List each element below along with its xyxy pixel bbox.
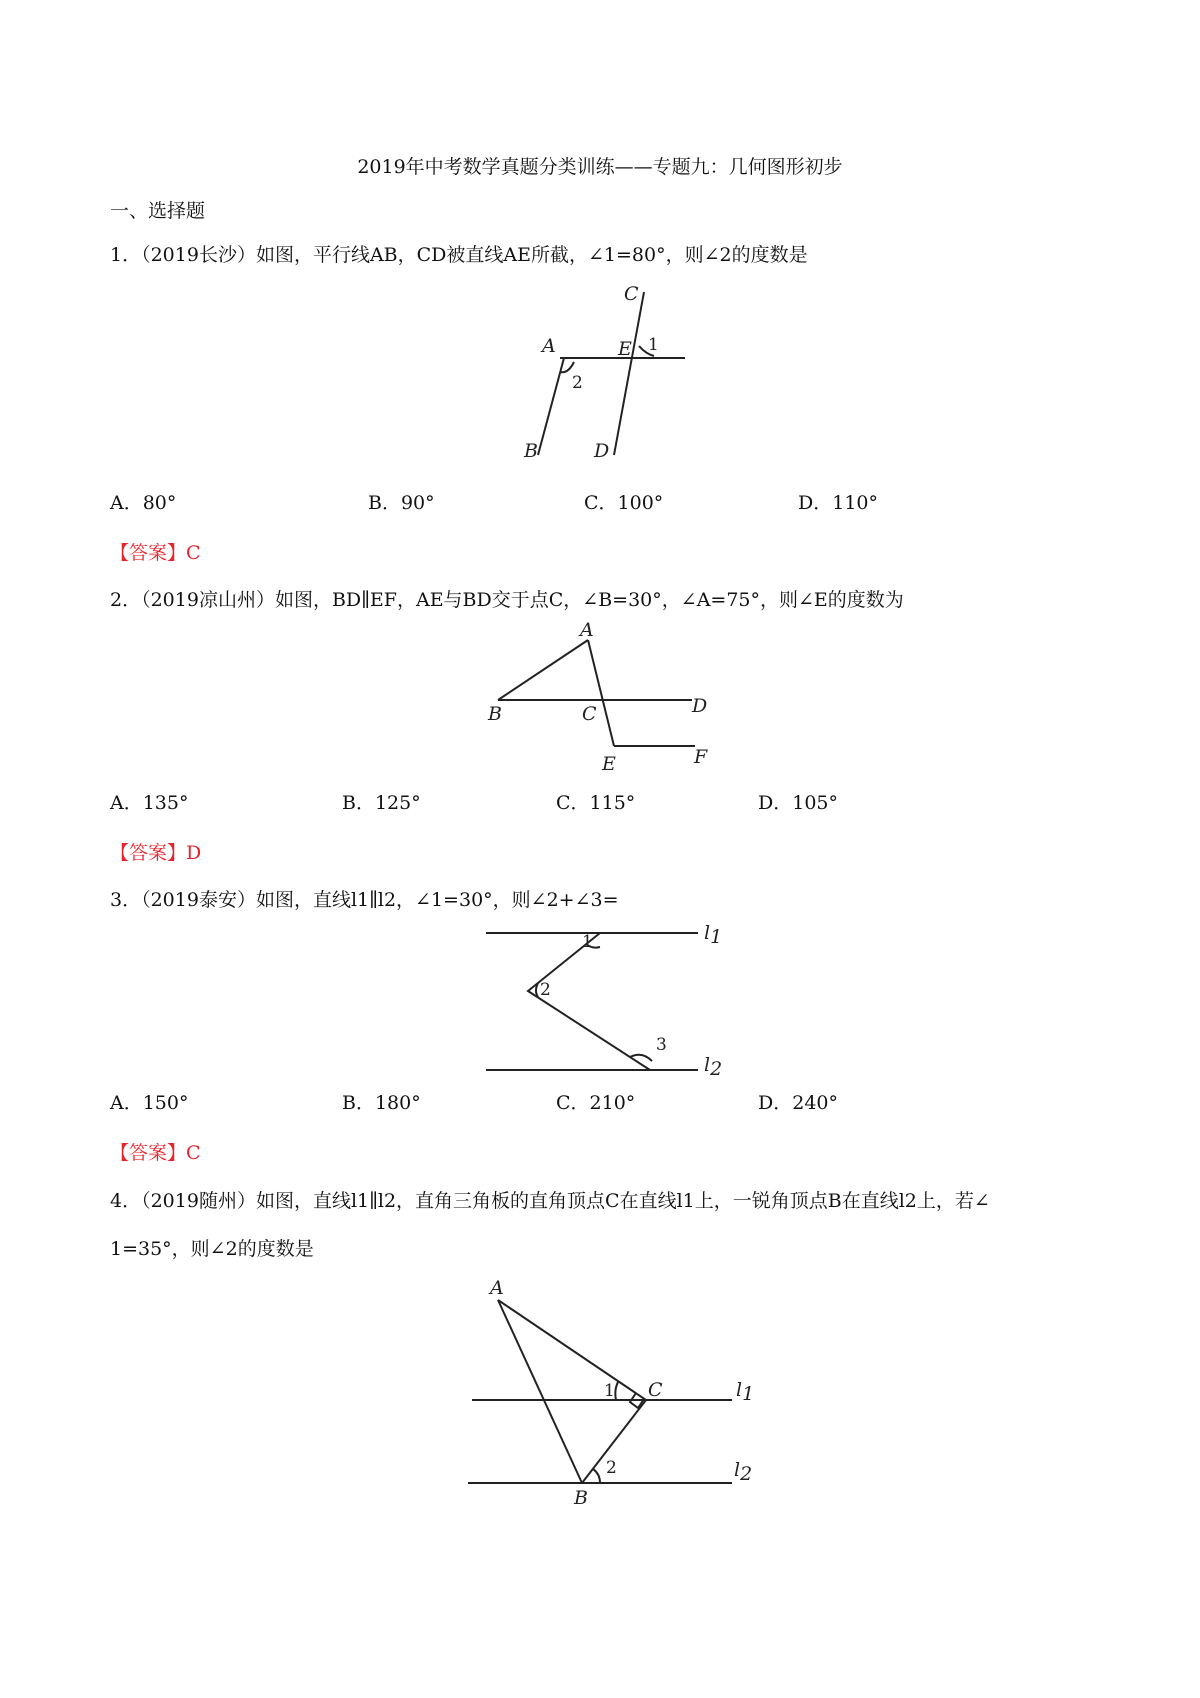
- segment-ab: [498, 640, 588, 700]
- zigzag: [528, 933, 650, 1070]
- label-A: A: [542, 335, 556, 357]
- question-4-stem-line1: 4．（2019随州）如图，直线l1∥l2，直角三角板的直角顶点C在直线l1上，一锐角顶点B在直线l2上，若∠: [110, 1190, 990, 1212]
- question-3-figure: [480, 915, 740, 1085]
- question-1-figure: [480, 283, 700, 470]
- label-1: 1: [648, 335, 659, 355]
- answer-tag: 【答案】: [110, 1142, 187, 1164]
- label-2: 2: [606, 1458, 617, 1478]
- angle-2-arc: [536, 983, 538, 997]
- label-l2-sub: 2: [710, 1058, 723, 1080]
- label-C: C: [624, 283, 639, 305]
- angle-1-arc: [615, 1382, 618, 1400]
- label-E: E: [602, 753, 616, 775]
- question-1-option-c: C．100°: [584, 492, 664, 514]
- label-2: 2: [572, 373, 583, 393]
- question-3-option-c: C．210°: [556, 1092, 636, 1114]
- label-1: 1: [604, 1381, 615, 1401]
- label-C: C: [582, 703, 597, 725]
- question-3-option-d: D．240°: [758, 1092, 838, 1114]
- question-1-answer: [110, 538, 201, 565]
- answer-value: C: [186, 542, 201, 564]
- label-l1: [704, 922, 722, 948]
- question-3-stem: 3．（2019泰安）如图，直线l1∥l2，∠1=30°，则∠2+∠3=: [110, 889, 619, 911]
- label-l2-sub: 2: [740, 1463, 753, 1485]
- question-2-option-c: C．115°: [556, 792, 636, 814]
- label-l2: [734, 1459, 752, 1485]
- question-2-option-d: D．105°: [758, 792, 838, 814]
- label-l2: [704, 1054, 722, 1080]
- label-D: D: [594, 440, 610, 462]
- question-4-figure: [460, 1278, 760, 1508]
- label-B: B: [488, 703, 502, 725]
- question-3-answer: [110, 1138, 201, 1165]
- segment-ae: [588, 640, 614, 746]
- question-1-option-b: B．90°: [368, 492, 435, 514]
- answer-value: D: [186, 842, 202, 864]
- label-A: A: [580, 619, 594, 641]
- question-2-answer: [110, 838, 201, 865]
- label-l1-sub: 1: [710, 926, 723, 948]
- label-2: 2: [540, 980, 551, 1000]
- answer-tag: 【答案】: [110, 542, 187, 564]
- question-2-option-a: A．135°: [110, 792, 189, 814]
- question-2-option-b: B．125°: [342, 792, 421, 814]
- section-heading: 一、选择题: [110, 200, 206, 222]
- label-1: 1: [582, 932, 593, 952]
- question-1-stem: 1．（2019长沙）如图，平行线AB，CD被直线AE所截，∠1=80°，则∠2的度数是: [110, 244, 808, 266]
- angle-2-arc: [593, 1469, 600, 1483]
- answer-tag: 【答案】: [110, 842, 187, 864]
- line-cd: [614, 292, 644, 455]
- label-C: C: [648, 1379, 663, 1401]
- label-E: E: [618, 338, 632, 360]
- question-2-figure: [480, 620, 720, 780]
- label-F: F: [694, 746, 708, 768]
- label-l1-letter: l: [736, 1379, 743, 1401]
- question-2-stem: 2．（2019凉山州）如图，BD∥EF，AE与BD交于点C，∠B=30°，∠A=75°，则∠E的度数为: [110, 589, 904, 611]
- label-D: D: [692, 695, 708, 717]
- answer-value: C: [186, 1142, 201, 1164]
- question-3-option-a: A．150°: [110, 1092, 189, 1114]
- label-l1-letter: l: [704, 922, 711, 944]
- label-B: B: [524, 440, 538, 462]
- label-3: 3: [656, 1035, 667, 1055]
- question-1-option-d: D．110°: [798, 492, 878, 514]
- label-A: A: [490, 1277, 504, 1299]
- label-B: B: [574, 1487, 588, 1509]
- question-4-stem-line2: 1=35°，则∠2的度数是: [110, 1238, 314, 1260]
- question-3-option-b: B．180°: [342, 1092, 421, 1114]
- label-l1-sub: 1: [742, 1383, 755, 1405]
- question-1-option-a: A．80°: [110, 492, 177, 514]
- page-title: 2019年中考数学真题分类训练——专题九：几何图形初步: [357, 156, 843, 178]
- label-l1: [736, 1379, 754, 1405]
- label-l2-letter: l: [704, 1054, 711, 1076]
- label-l2-letter: l: [734, 1459, 741, 1481]
